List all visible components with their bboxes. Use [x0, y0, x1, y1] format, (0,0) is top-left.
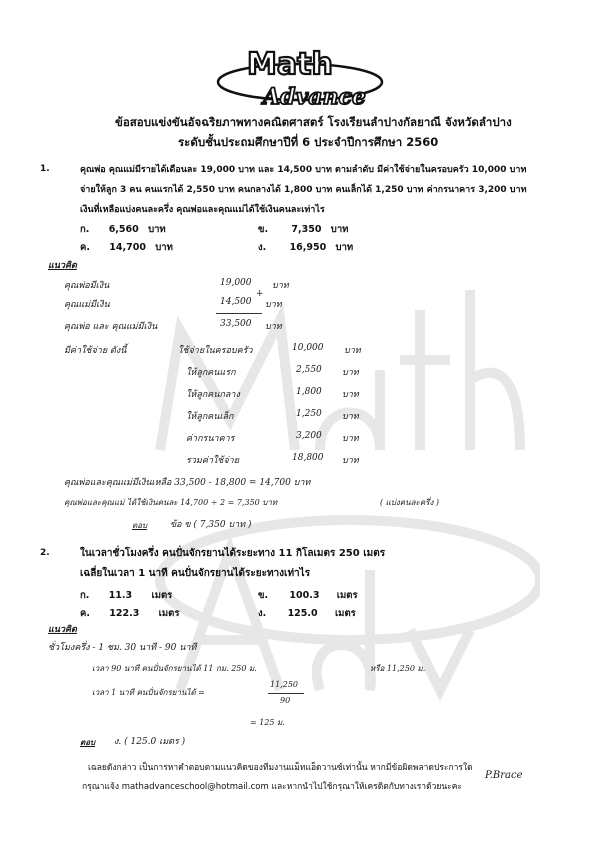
option-unit: เมตร	[336, 590, 358, 601]
option-value: 122.3	[109, 608, 140, 619]
q1-work-plus: +	[256, 289, 264, 299]
q1-work-total-expense-value: 18,800	[292, 453, 324, 463]
q2-text-line1: ในเวลาชั่วโมงครึ่ง คนปั่นจักรยานได้ระยะทาง 11 กิโลเมตร 250 เมตร	[80, 548, 386, 559]
footer-text: กรุณาแจ้ง	[82, 782, 119, 792]
option-unit: เมตร	[334, 608, 356, 619]
q1-work-child1-unit: บาท	[342, 368, 359, 378]
q1-work-each-share: คุณพ่อและคุณแม่ ได้ใช้เงินคนละ 14,700 ÷ 2 = 7,350 บาท	[64, 498, 278, 507]
q1-work-expense-label: มีค่าใช้จ่าย ดังนี้	[64, 346, 127, 356]
footer-note-line2	[82, 779, 462, 793]
footer-text: และหากนำไปใช้กรุณาให้เครดิตกับทางเราด้วยนะคะ	[271, 782, 462, 792]
option-label: ค.	[80, 242, 90, 253]
q1-work-child2-value: 1,800	[296, 387, 322, 397]
q1-work-total-unit: บาท	[265, 322, 282, 332]
q1-answer-label: ตอบ	[132, 521, 148, 530]
option-label: ง.	[258, 242, 267, 253]
q1-work-father-unit: บาท	[272, 281, 289, 291]
q1-work-total-expense-unit: บาท	[342, 456, 359, 466]
q2-work-line2: เวลา 90 นาที คนปั่นจักรยานได้ 11 กม. 250 ม.	[92, 664, 257, 673]
option-label: ก.	[80, 590, 90, 601]
q1-work-father-label: คุณพ่อมีเงิน	[64, 281, 110, 291]
q1-work-total-value: 33,500	[220, 319, 252, 329]
q2-answer-text: ง. ( 125.0 เมตร )	[114, 737, 186, 747]
q2-option-a	[80, 588, 172, 603]
q2-text-line2: เฉลี่ยในเวลา 1 นาที คนปั่นจักรยานได้ระยะทางเท่าไร	[80, 568, 311, 579]
q1-work-half-note: ( แบ่งคนละครึ่ง )	[380, 498, 440, 507]
q2-work-line3: เวลา 1 นาที คนปั่นจักรยานได้ =	[92, 688, 205, 697]
svg-text:Math: Math	[247, 47, 333, 82]
option-unit: บาท	[330, 224, 349, 235]
q2-work-line4: = 125 ม.	[250, 718, 285, 727]
q1-answer-text: ข้อ ข ( 7,350 บาท )	[170, 520, 252, 530]
sum-line	[216, 313, 262, 314]
q1-work-bank-value: 3,200	[296, 431, 322, 441]
q1-text-line1: คุณพ่อ คุณแม่มีรายได้เดือนละ 19,000 บาท และ 14,500 บาท ตามลำดับ มีค่าใช้จ่ายในครอบครัว 10,000 บาท	[80, 165, 527, 175]
fraction-bar	[268, 693, 304, 694]
contact-email[interactable]: mathadvanceschool@hotmail.com	[121, 782, 269, 792]
q1-solution-label: แนวคิด	[48, 261, 77, 271]
option-unit: บาท	[335, 242, 354, 253]
option-value: 6,560	[108, 224, 139, 235]
option-label: ค.	[80, 608, 90, 619]
option-unit: บาท	[148, 224, 166, 235]
signature: P.Brace	[485, 770, 523, 781]
q1-number: 1.	[40, 164, 50, 174]
q2-number: 2.	[40, 548, 50, 558]
q1-work-bank-unit: บาท	[342, 434, 359, 444]
q2-work-fraction-num: 11,250	[270, 680, 298, 689]
q2-option-c	[80, 606, 179, 621]
q2-work-line2-alt: หรือ 11,250 ม.	[370, 664, 426, 673]
svg-text:Advance: Advance	[263, 84, 366, 110]
q2-answer-label: ตอบ	[80, 737, 96, 747]
q1-option-b	[258, 222, 348, 237]
option-unit: บาท	[155, 242, 173, 253]
option-label: ข.	[258, 590, 269, 601]
option-unit: เมตร	[151, 590, 173, 601]
q1-work-family-label: ใช้จ่ายในครอบครัว	[178, 346, 253, 356]
q1-text-line3: เงินที่เหลือแบ่งคนละครึ่ง คุณพ่อและคุณแม่ได้ใช้เงินคนละเท่าไร	[80, 205, 325, 215]
option-label: ข.	[258, 224, 269, 235]
q1-work-family-value: 10,000	[292, 343, 324, 353]
q1-work-child2-label: ให้ลูกคนกลาง	[186, 390, 240, 400]
option-value: 100.3	[289, 590, 320, 601]
q1-work-mother-label: คุณแม่มีเงิน	[64, 300, 110, 310]
q1-work-mother-value: 14,500	[220, 297, 252, 307]
q1-work-total-expense-label: รวมค่าใช้จ่าย	[186, 456, 239, 466]
math-advance-logo	[205, 40, 395, 110]
q1-option-a	[80, 222, 166, 237]
q1-work-child1-label: ให้ลูกคนแรก	[186, 368, 236, 378]
q2-work-fraction-den: 90	[280, 696, 291, 705]
q1-work-family-unit: บาท	[344, 346, 361, 356]
q2-work-line1: ชั่วโมงครึ่ง - 1 ชม. 30 นาที - 90 นาที	[48, 643, 197, 653]
q1-work-child1-value: 2,550	[296, 365, 322, 375]
q1-work-father-value: 19,000	[220, 278, 252, 288]
q1-work-remaining: คุณพ่อและคุณแม่มีเงินเหลือ 33,500 - 18,800 = 14,700 บาท	[64, 478, 311, 488]
option-label: ง.	[258, 608, 267, 619]
q2-solution-label: แนวคิด	[48, 625, 77, 635]
q2-option-b	[258, 588, 358, 603]
q1-work-bank-label: ค่ากรนาคาร	[186, 434, 235, 444]
q1-option-c	[80, 240, 173, 255]
q1-work-child2-unit: บาท	[342, 390, 359, 400]
q1-work-child3-unit: บาท	[342, 412, 359, 422]
q1-option-d	[258, 240, 353, 255]
exam-subtitle: ระดับชั้นประถมศึกษาปีที่ 6 ประจำปีการศึกษา 2560	[178, 135, 439, 149]
option-value: 16,950	[289, 242, 327, 253]
exam-title: ข้อสอบแข่งขันอัจฉริยภาพทางคณิตศาสตร์ โรงเรียนลำปางกัลยาณี จังหวัดลำปาง	[115, 115, 512, 129]
option-value: 11.3	[108, 590, 133, 601]
q1-work-total-label: คุณพ่อ และ คุณแม่มีเงิน	[64, 322, 158, 332]
q1-work-mother-unit: บาท	[265, 300, 282, 310]
option-value: 7,350	[291, 224, 322, 235]
option-label: ก.	[80, 224, 90, 235]
q1-work-child3-label: ให้ลูกคนเล็ก	[186, 412, 234, 422]
option-unit: เมตร	[158, 608, 180, 619]
q1-text-line2: จ่ายให้ลูก 3 คน คนแรกได้ 2,550 บาท คนกลางได้ 1,800 บาท คนเล็กได้ 1,250 บาท ค่ากรนาคาร 3,200 บาท	[80, 185, 527, 195]
q1-work-child3-value: 1,250	[296, 409, 322, 419]
option-value: 125.0	[287, 608, 318, 619]
q2-option-d	[258, 606, 356, 621]
option-value: 14,700	[109, 242, 146, 253]
footer-note-line1: เฉลยดังกล่าว เป็นการหาคำตอบตามแนวคิดของทีมงานแม็ทแอ็ดวานซ์เท่านั้น หากมีข้อผิดพลาดประการใด	[88, 763, 473, 773]
